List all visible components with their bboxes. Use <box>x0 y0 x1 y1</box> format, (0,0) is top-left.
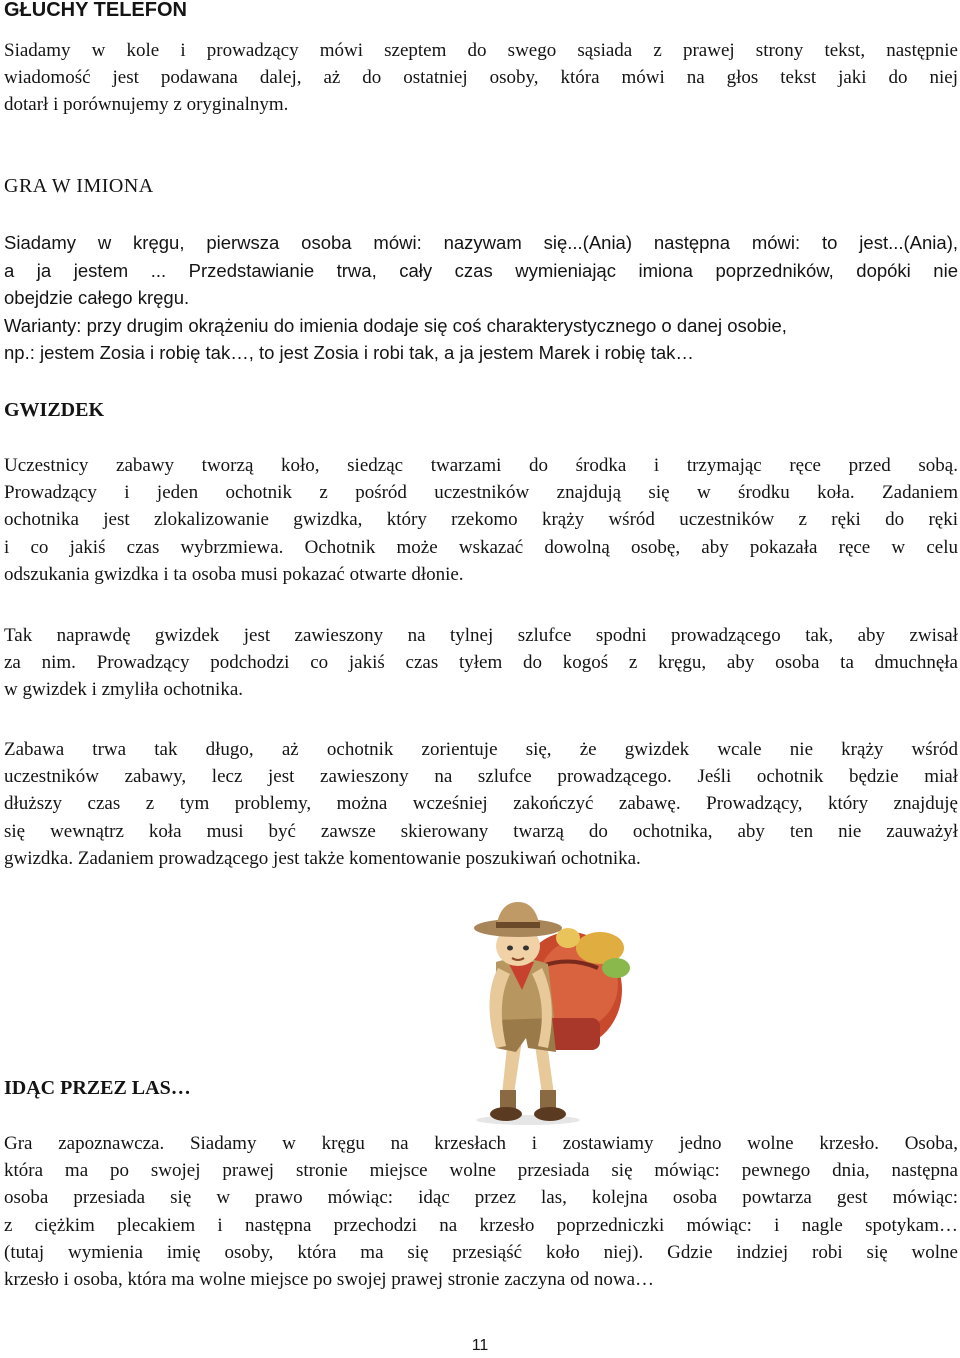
text-line: Uczestnicy zabawy tworzą koło, siedząc twarzami do środka i trzymając ręce przed sobą. <box>4 455 958 476</box>
text-line: Prowadzący i jeden ochotnik z pośród uczestników znajdują się w środku koła. Zadaniem <box>4 482 958 504</box>
text-line: za nim. Prowadzący podchodzi co jakiś czas tyłem do kogoś z kręgu, aby osoba ta dmuchnęła <box>4 652 958 674</box>
text-line: Tak naprawdę gwizdek jest zawieszony na tylnej szlufce spodni prowadzącego tak, aby zwisał <box>4 625 958 646</box>
paragraph-gluchy-telefon <box>4 37 958 119</box>
text-line: Siadamy w kręgu, pierwsza osoba mówi: nazywam się...(Ania) następna mówi: to jest...(Ania), <box>4 232 958 253</box>
text-line: dotarł i porównujemy z oryginalnym. <box>4 94 289 116</box>
text-line: Zabawa trwa tak długo, aż ochotnik zorientuje się, że gwizdek wcale nie krąży wśród <box>4 739 958 760</box>
text-line: wiadomość jest podawana dalej, aż do ostatniej osoby, która mówi na głos tekst jaki do niej <box>4 67 958 89</box>
text-line: która ma po swojej prawej stronie miejsce wolne przesiada się mówiąc: pewnego dnia, następna <box>4 1160 958 1182</box>
section-heading-gwizdek: GWIZDEK <box>4 399 105 421</box>
text-line: w gwizdek i zmyliła ochotnika. <box>4 679 244 701</box>
text-line: dłuższy czas z tym problemy, można wcześniej zakończyć zabawę. Prowadzący, który znajduję <box>4 793 958 815</box>
paragraph-idac-przez-las <box>4 1130 958 1293</box>
text-line: z ciężkim plecakiem i następna przechodzi na krzesło poprzedniczki mówiąc: i nagle spotykam… <box>4 1214 958 1236</box>
paragraph-gwizdek-1 <box>4 452 958 588</box>
section-heading-gra-w-imiona: GRA W IMIONA <box>4 175 154 197</box>
text-line: uczestników zabawy, lecz jest zawieszony na szlufce prowadzącego. Jeśli ochotnik będzie miał <box>4 766 958 788</box>
text-line: odszukania gwizdka i ta osoba musi pokazać otwarte dłonie. <box>4 563 464 585</box>
text-line: Gra zapoznawcza. Siadamy w kręgu na krzesłach i zostawiamy jedno wolne krzesło. Osoba, <box>4 1133 958 1154</box>
text-line: się wewnątrz koła musi być zawsze skierowany twarzą do ochotnika, aby ten nie zauważył <box>4 820 958 842</box>
text-line: i co jakiś czas wybrzmiewa. Ochotnik może wskazać dowolną osobę, aby pokazała ręce w celu <box>4 536 958 558</box>
text-line: Warianty: przy drugim okrążeniu do imienia dodaje się coś charakterystycznego o danej osobie, <box>4 314 787 336</box>
paragraph-gwizdek-3 <box>4 736 958 872</box>
text-line: krzesło i osoba, która ma wolne miejsce po swojej prawej stronie zaczyna od nowa… <box>4 1269 655 1291</box>
text-line: gwizdka. Zadaniem prowadzącego jest także komentowanie poszukiwań ochotnika. <box>4 847 641 869</box>
text-line: Siadamy w kole i prowadzący mówi szeptem do swego sąsiada z prawej strony tekst, następnie <box>4 40 958 61</box>
text-line: obejdzie całego kręgu. <box>4 287 190 308</box>
text-line: a ja jestem ... Przedstawianie trwa, cały czas wymieniając imiona poprzedników, dopóki nie <box>4 259 958 281</box>
text-line: osoba przesiada się w prawo mówiąc: idąc przez las, kolejna osoba powtarza gest mówiąc: <box>4 1187 958 1209</box>
scout-with-backpack-illustration <box>430 898 650 1128</box>
section-heading-idac-przez-las: IDĄC PRZEZ LAS… <box>4 1077 191 1099</box>
paragraph-gra-w-imiona <box>4 229 958 367</box>
page-number: 11 <box>471 1337 489 1354</box>
paragraph-gwizdek-2 <box>4 622 958 704</box>
text-line: np.: jestem Zosia i robię tak…, to jest Zosia i robi tak, a ja jestem Marek i robię tak… <box>4 342 694 363</box>
text-line: (tutaj wymienia imię osoby, która ma się przesiąść koło niej). Gdzie indziej robi się wolne <box>4 1241 958 1263</box>
section-heading-gluchy-telefon: GŁUCHY TELEFON <box>4 0 187 21</box>
text-line: ochotnika jest zlokalizowanie gwizdka, który rzekomo krąży wśród uczestników z ręki do ręki <box>4 509 958 531</box>
